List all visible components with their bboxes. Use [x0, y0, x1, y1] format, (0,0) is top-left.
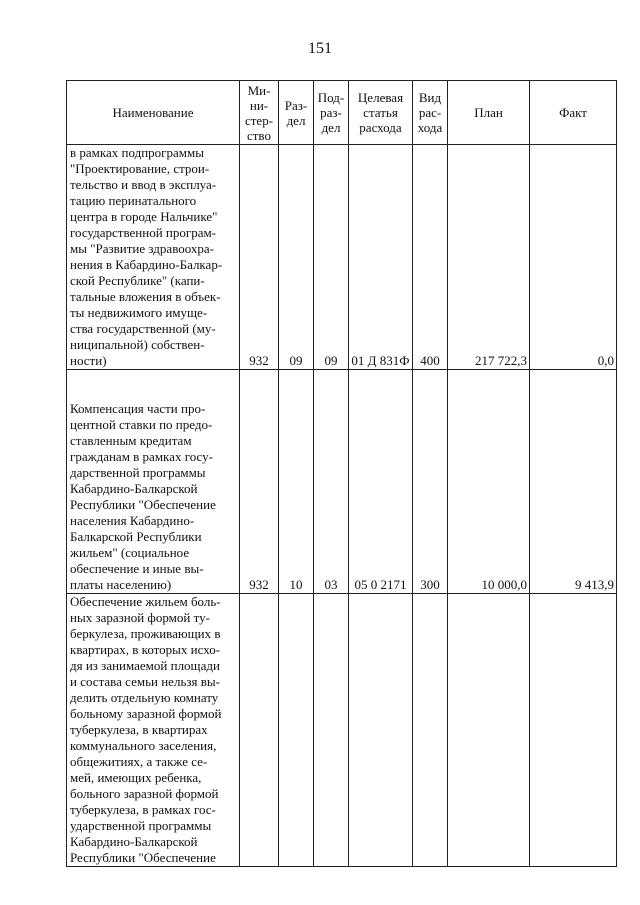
header-type: Вид рас- хода — [413, 81, 448, 145]
header-subsection: Под- раз- дел — [314, 81, 349, 145]
budget-table — [66, 80, 617, 867]
table-row — [67, 145, 617, 370]
row-subsection: 09 — [314, 145, 349, 370]
table-row — [67, 370, 617, 594]
row-type — [413, 594, 448, 867]
row-subsection — [314, 594, 349, 867]
row-fact: 9 413,9 — [530, 370, 617, 594]
row-subsection: 03 — [314, 370, 349, 594]
row-fact: 0,0 — [530, 145, 617, 370]
row-plan: 10 000,0 — [448, 370, 530, 594]
header-section: Раз- дел — [279, 81, 314, 145]
table-header-row — [67, 81, 617, 145]
row-section — [279, 594, 314, 867]
header-target: Целевая статья расхода — [349, 81, 413, 145]
row-plan — [448, 594, 530, 867]
row-ministry — [240, 594, 279, 867]
header-ministry: Ми- ни- стер- ство — [240, 81, 279, 145]
row-name: Компенсация части про- центной ставки по предо- ставленным кредитам гражданам в рамках госу- дарственной программы Кабардино-Балкарской Республики "Обеспечение населения Кабардино- Балкарской Республики жильем" (социальное обеспечение и иные вы- платы населению) — [67, 370, 240, 594]
row-type: 300 — [413, 370, 448, 594]
row-ministry: 932 — [240, 370, 279, 594]
row-target: 01 Д 831Ф — [349, 145, 413, 370]
row-plan: 217 722,3 — [448, 145, 530, 370]
row-section: 09 — [279, 145, 314, 370]
header-plan: План — [448, 81, 530, 145]
row-fact — [530, 594, 617, 867]
header-fact: Факт — [530, 81, 617, 145]
row-name: в рамках подпрограммы "Проектирование, строи- тельство и ввод в эксплуа- тацию перинатального центра в городе Нальчике" государственной програм- мы "Развитие здравоохра- нения в Кабардино-Балкар- ской Республике" (капи- тальные вложения в объек- ты недвижимого имуще- ства государственной (му- ниципальной) собствен- ности) — [67, 145, 240, 370]
row-target — [349, 594, 413, 867]
header-name: Наименование — [67, 81, 240, 145]
row-type: 400 — [413, 145, 448, 370]
row-target: 05 0 2171 — [349, 370, 413, 594]
row-ministry: 932 — [240, 145, 279, 370]
page-number: 151 — [308, 40, 332, 57]
table-row — [67, 594, 617, 867]
row-name: Обеспечение жильем боль- ных заразной формой ту- беркулеза, проживающих в квартирах, в которых исхо- дя из занимаемой площади и состава семьи нельзя вы- делить отдельную комнату больному заразной формой туберкулеза, в квартирах коммунального заселения, общежитиях, а также се- мей, имеющих ребенка, больного заразной формой туберкулеза, в рамках гос- ударственной программы Кабардино-Балкарской Республики "Обеспечение — [67, 594, 240, 867]
row-section: 10 — [279, 370, 314, 594]
